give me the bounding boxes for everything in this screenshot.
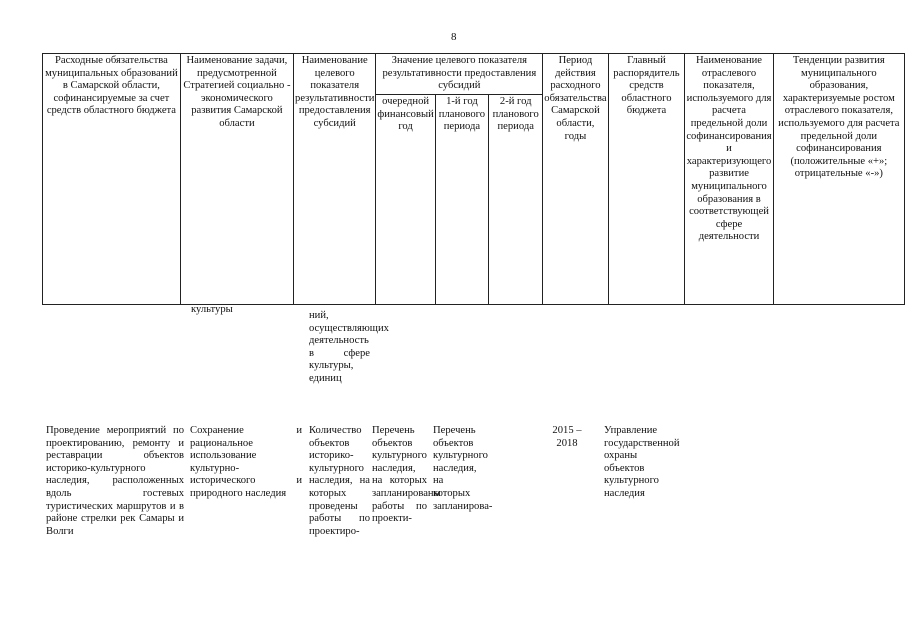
header-target-indicator: Наименование целевого показателя результативности предоставления субсидий bbox=[294, 54, 376, 305]
header-plan-year-2: 2-й год планового периода bbox=[489, 95, 543, 305]
header-expense-obligations: Расходные обязательства муниципальных образований в Самарской области, софинансируемые за счет средств областного бюджета bbox=[43, 54, 181, 305]
page-number: 8 bbox=[451, 31, 457, 43]
header-industry-indicator: Наименование отраслевого показателя, используемого для расчета предельной доли софинансирования и характеризующего развитие муниципального образования в соответствующей сфере деятельности bbox=[685, 54, 773, 305]
header-period: Период действия расходного обязательства Самарской области, годы bbox=[543, 54, 608, 305]
header-main-manager: Главный распорядитель средств областного бюджета bbox=[608, 54, 685, 305]
header-task-name: Наименование задачи, предусмотренной Стратегией социально - экономического развития Самарской области bbox=[180, 54, 293, 305]
row-main-manager: Управление государственной охраны объектов культурного наследия bbox=[604, 425, 680, 499]
row-current-year-value: Перечень объектов культурного наследия, на которых запланированы работы по проекти- bbox=[372, 425, 441, 525]
row-plan-year-1-value: Перечень объектов культурного наследия, на которых запланирова- bbox=[433, 425, 493, 512]
row-task: Сохранение и рациональное использование культурно-исторического и природного наследия bbox=[190, 425, 302, 499]
continuation-task-text: культуры bbox=[191, 304, 233, 315]
row-period: 2015 – 2018 bbox=[552, 425, 582, 449]
row-expense-obligation: Проведение мероприятий по проектированию, ремонту и реставрации объектов историко-культурного наследия, расположенных вдоль гостевых туристических маршрутов и в районе стрелки рек Самары и Волги bbox=[46, 425, 184, 537]
header-current-year: очередной финансовый год bbox=[376, 95, 435, 305]
continuation-indicator-text: ний, осуществляющих деятельность в сфере культуры, единиц bbox=[309, 310, 389, 384]
header-table bbox=[42, 53, 905, 305]
header-plan-year-1: 1-й год планового периода bbox=[435, 95, 488, 305]
row-indicator: Количество объектов историко-культурного наследия, на которых проведены работы по проектиро- bbox=[309, 425, 370, 537]
header-development-trends: Тенденции развития муниципального образования, характеризуемые ростом отраслевого показателя, используемого для расчета предельной доли софинансирования (положительные «+»; отрицательные «-») bbox=[773, 54, 904, 305]
header-target-value-group: Значение целевого показателя результативности предоставления субсидий bbox=[376, 54, 543, 95]
